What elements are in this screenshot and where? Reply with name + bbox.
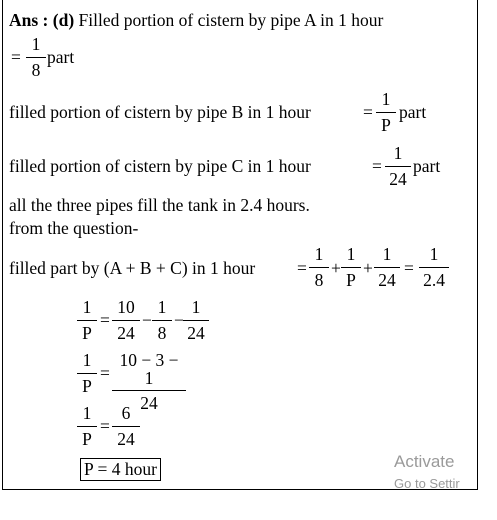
line6-term-1-den: P xyxy=(346,269,356,290)
step1-term-0 xyxy=(112,299,140,342)
line6-term-2-num: 1 xyxy=(374,246,400,268)
answer-line-3 xyxy=(9,158,311,176)
step1-op: = xyxy=(100,310,110,330)
line6-term-2 xyxy=(374,246,400,289)
step1-minus-1: − xyxy=(174,310,184,330)
step1-term-2-den: 24 xyxy=(187,322,205,343)
eq2-fraction xyxy=(376,91,396,134)
step2-rhs-num: 10 − 3 − 1 xyxy=(112,352,186,391)
eq2-sign: = xyxy=(363,102,373,122)
eq3-num: 1 xyxy=(385,145,411,167)
line3-text: filled portion of cistern by pipe C in 1 hour xyxy=(9,156,311,176)
final-result: P = 4 hour xyxy=(80,458,161,481)
step1-term-0-num: 10 xyxy=(112,299,140,321)
line2-text: filled portion of cistern by pipe B in 1 hour xyxy=(9,102,311,122)
line1-text: Filled portion of cistern by pipe A in 1 hour xyxy=(78,10,384,30)
step3-rhs-num: 6 xyxy=(112,405,140,427)
line6-op-0: = xyxy=(297,258,307,278)
line6-term-0 xyxy=(309,246,329,289)
step3-lhs-num: 1 xyxy=(77,405,97,427)
step2-op: = xyxy=(100,363,110,383)
line6-term-0-den: 8 xyxy=(314,269,324,290)
line6-term-3-den: 2.4 xyxy=(423,269,445,290)
step1-lhs-num: 1 xyxy=(77,299,97,321)
answer-label: Ans : (d) xyxy=(9,10,75,30)
answer-line-1 xyxy=(9,12,383,30)
eq1-suffix: part xyxy=(47,47,75,67)
step1-term-1-den: 8 xyxy=(157,322,167,343)
step2-lhs-num: 1 xyxy=(77,352,97,374)
line6-term-2-den: 24 xyxy=(378,269,396,290)
line6-term-1-num: 1 xyxy=(341,246,361,268)
step1-term-2-num: 1 xyxy=(183,299,209,321)
eq3-suffix: part xyxy=(413,156,441,176)
step1-term-2 xyxy=(183,299,209,342)
line6-text: filled part by (A + B + C) in 1 hour xyxy=(9,258,256,278)
answer-line-6 xyxy=(9,260,255,278)
step1-term-1 xyxy=(152,299,172,342)
eq3-sign: = xyxy=(372,156,382,176)
line6-term-1 xyxy=(341,246,361,289)
eq1-fraction xyxy=(26,36,46,79)
line6-term-3-num: 1 xyxy=(419,246,449,268)
line6-term-0-num: 1 xyxy=(309,246,329,268)
activation-watermark-title: Activate xyxy=(394,452,455,471)
eq1-sign: = xyxy=(11,47,21,67)
line6-op-3: = xyxy=(404,258,414,278)
step2-rhs-den: 24 xyxy=(140,393,158,413)
eq2-num: 1 xyxy=(376,91,396,113)
answer-line-2 xyxy=(9,104,311,122)
eq2-suffix: part xyxy=(399,102,427,122)
answer-line-4 xyxy=(9,197,310,215)
step1-term-0-den: 24 xyxy=(117,322,135,343)
line6-op-2: + xyxy=(363,258,373,278)
step1-term-1-num: 1 xyxy=(152,299,172,321)
eq3-fraction xyxy=(385,145,411,188)
eq1-num: 1 xyxy=(26,36,46,58)
eq3-den: 24 xyxy=(389,168,407,189)
answer-frame xyxy=(2,0,478,490)
step1-lhs-den: P xyxy=(82,322,92,343)
step3-lhs xyxy=(77,405,97,448)
line5-text: from the question- xyxy=(9,218,139,238)
line6-op-1: + xyxy=(331,258,341,278)
step3-op: = xyxy=(100,416,110,436)
step3-rhs xyxy=(112,405,140,448)
eq1-den: 8 xyxy=(31,59,41,80)
step1-minus-0: − xyxy=(142,310,152,330)
step2-lhs xyxy=(77,352,97,395)
line4-text: all the three pipes fill the tank in 2.4 hours. xyxy=(9,195,310,215)
step3-rhs-den: 24 xyxy=(117,428,135,449)
activation-watermark-subtitle: Go to Settir xyxy=(394,476,460,491)
step3-lhs-den: P xyxy=(82,428,92,449)
step1-lhs xyxy=(77,299,97,342)
step2-lhs-den: P xyxy=(82,375,92,396)
line6-term-3 xyxy=(419,246,449,289)
eq2-den: P xyxy=(381,114,391,135)
answer-line-5 xyxy=(9,220,138,238)
